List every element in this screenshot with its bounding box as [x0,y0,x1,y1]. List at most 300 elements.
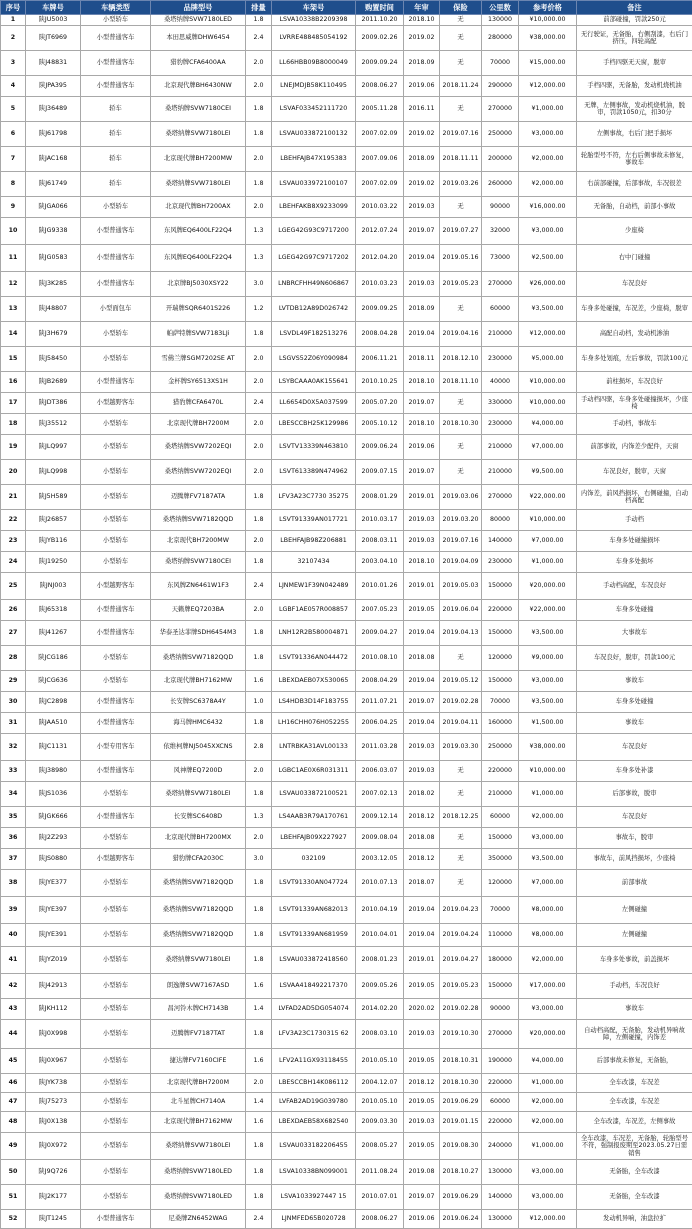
table-row [1,1074,692,1093]
cell-insurance: 无 [440,460,482,485]
cell-plate: 陕J35512 [26,414,81,435]
cell-plate: 陕J65318 [26,600,81,621]
cell-note: 大事故车 [577,621,692,646]
cell-type: 小型轿车 [81,999,151,1020]
cell-type: 小型轿车 [81,197,151,218]
cell-type: 小型普通客车 [81,272,151,297]
table-row [1,974,692,999]
cell-price: ¥3,500.00 [519,621,577,646]
cell-vin: LGEG42G97C9717202 [272,245,356,272]
cell-seq: 18 [1,414,26,435]
cell-plate: 陕J58450 [26,347,81,372]
cell-plate: 陕J48831 [26,51,81,76]
cell-price: ¥1,000.00 [519,97,577,122]
cell-inspection: 2016.11 [404,97,440,122]
cell-displacement: 2.0 [246,828,272,849]
cell-mileage: 140000 [482,1185,519,1210]
cell-type: 小型轿车 [81,460,151,485]
cell-inspection: 2019.07 [404,692,440,713]
table-body [1,15,692,1229]
cell-price: ¥38,000.00 [519,734,577,761]
header-vin: 车架号 [272,1,356,15]
cell-seq: 23 [1,531,26,552]
cell-vin: LBESCCBH25K129986 [272,414,356,435]
cell-seq: 34 [1,782,26,807]
cell-price: ¥17,000.00 [519,974,577,999]
cell-displacement: 1.8 [246,1185,272,1210]
cell-insurance: 无 [440,849,482,870]
cell-purchase-date: 2006.04.25 [356,713,404,734]
cell-vin: LL6654D0X5A037599 [272,393,356,414]
cell-price: ¥20,000.00 [519,1020,577,1049]
table-row [1,218,692,245]
cell-price: ¥26,000.00 [519,272,577,297]
cell-mileage: 150000 [482,828,519,849]
cell-mileage: 270000 [482,272,519,297]
cell-price: ¥3,500.00 [519,297,577,322]
cell-inspection: 2019.04 [404,322,440,347]
cell-vin: LBEHFAJB98Z206881 [272,531,356,552]
cell-mileage: 150000 [482,671,519,692]
cell-price: ¥2,000.00 [519,172,577,197]
cell-insurance: 无 [440,435,482,460]
cell-mileage: 160000 [482,713,519,734]
cell-type: 小型越野客车 [81,849,151,870]
cell-plate: 陕JC2898 [26,692,81,713]
table-row [1,734,692,761]
cell-insurance: 2019.08.30 [440,1133,482,1160]
cell-inspection: 2019.06 [404,1210,440,1229]
cell-displacement: 1.8 [246,15,272,26]
cell-seq: 20 [1,460,26,485]
cell-purchase-date: 2003.04.10 [356,552,404,573]
cell-purchase-date: 2005.10.12 [356,414,404,435]
cell-seq: 47 [1,1093,26,1112]
cell-note: 无备胎，自动档，前部小事故 [577,197,692,218]
cell-plate: 陕J3K285 [26,272,81,297]
cell-insurance: 2018.10.30 [440,1074,482,1093]
cell-model: 长安牌SC6408D [151,807,246,828]
cell-price: ¥8,000.00 [519,897,577,924]
cell-model: 桑塔纳牌SVW7180LED [151,1160,246,1185]
cell-price: ¥3,000.00 [519,671,577,692]
table-row [1,26,692,51]
cell-type: 小型轿车 [81,347,151,372]
table-row [1,322,692,347]
cell-price: ¥10,000.00 [519,393,577,414]
cell-inspection: 2018.10 [404,15,440,26]
cell-seq: 30 [1,692,26,713]
cell-purchase-date: 2011.07.21 [356,692,404,713]
cell-inspection: 2019.07 [404,393,440,414]
cell-type: 小型轿车 [81,828,151,849]
cell-insurance: 无 [440,97,482,122]
cell-insurance: 2019.03.06 [440,485,482,510]
cell-inspection: 2019.06 [404,76,440,97]
cell-mileage: 70000 [482,897,519,924]
cell-type: 小型轿车 [81,485,151,510]
cell-vin: LSYBCAAA0AK155641 [272,372,356,393]
cell-note: 车身多处碰撞 [577,692,692,713]
cell-vin: LJNMFED65B020728 [272,1210,356,1229]
cell-vin: LFV3A23C7730 35275 [272,485,356,510]
cell-price: ¥22,000.00 [519,485,577,510]
cell-vin: LSVTV13339N463810 [272,435,356,460]
cell-type: 小型轿车 [81,510,151,531]
cell-inspection: 2018.12 [404,1074,440,1093]
cell-insurance: 2018.12.10 [440,347,482,372]
cell-seq: 29 [1,671,26,692]
cell-plate: 陕JB2689 [26,372,81,393]
cell-note: 少座椅 [577,218,692,245]
cell-mileage: 270000 [482,1020,519,1049]
cell-insurance: 2019.04.13 [440,621,482,646]
cell-note: 后部事故，脱审 [577,782,692,807]
cell-type: 小型专用客车 [81,734,151,761]
cell-displacement: 2.4 [246,26,272,51]
cell-price: ¥10,000.00 [519,510,577,531]
cell-mileage: 70000 [482,51,519,76]
cell-insurance: 2019.07.16 [440,531,482,552]
cell-seq: 25 [1,573,26,600]
cell-model: 北京牌BJ5030XSY22 [151,272,246,297]
cell-mileage: 110000 [482,924,519,947]
cell-note: 手档四驱无天窗，脱审 [577,51,692,76]
cell-purchase-date: 2004.12.07 [356,1074,404,1093]
cell-purchase-date: 2009.09.24 [356,51,404,76]
cell-seq: 19 [1,435,26,460]
cell-purchase-date: 2006.03.07 [356,761,404,782]
cell-note: 前部碰撞，罚款250元 [577,15,692,26]
cell-plate: 陕JS0880 [26,849,81,870]
cell-insurance: 无 [440,828,482,849]
table-row [1,393,692,414]
cell-type: 小型普通客车 [81,245,151,272]
cell-type: 小型轿车 [81,671,151,692]
cell-note: 车身多处碰撞损坏 [577,531,692,552]
cell-price: ¥7,000.00 [519,435,577,460]
cell-purchase-date: 2008.06.27 [356,76,404,97]
cell-plate: 陕JYE397 [26,897,81,924]
header-insurance: 保险 [440,1,482,15]
cell-mileage: 130000 [482,15,519,26]
cell-purchase-date: 2008.05.27 [356,1133,404,1160]
cell-inspection: 2019.04 [404,713,440,734]
cell-model: 桑塔纳牌SVW7180LEI [151,947,246,974]
cell-model: 金杯牌SY6513XS1H [151,372,246,393]
cell-model: 开瑞牌SQR6401S226 [151,297,246,322]
cell-price: ¥4,000.00 [519,414,577,435]
cell-note: 全车改漆，车况差，左侧事故 [577,1112,692,1133]
table-row [1,372,692,393]
cell-price: ¥7,000.00 [519,531,577,552]
cell-price: ¥3,000.00 [519,218,577,245]
cell-plate: 陕JT6969 [26,26,81,51]
cell-vin: LSVT613389N474962 [272,460,356,485]
table-row [1,552,692,573]
cell-mileage: 220000 [482,1074,519,1093]
cell-type: 小型轿车 [81,1074,151,1093]
table-row [1,646,692,671]
cell-mileage: 290000 [482,76,519,97]
cell-insurance: 无 [440,197,482,218]
cell-purchase-date: 2003.12.05 [356,849,404,870]
header-seq: 序号 [1,1,26,15]
cell-plate: 陕JLQ997 [26,435,81,460]
cell-price: ¥1,000.00 [519,782,577,807]
cell-insurance: 2019.03.26 [440,172,482,197]
cell-plate: 陕J0X138 [26,1112,81,1133]
cell-plate: 陕JC1131 [26,734,81,761]
cell-type: 小型面包车 [81,297,151,322]
cell-mileage: 40000 [482,372,519,393]
cell-seq: 15 [1,347,26,372]
cell-model: 桑塔纳牌SVW7180CEI [151,97,246,122]
cell-insurance: 无 [440,782,482,807]
cell-vin: LS4HDB3D14F183755 [272,692,356,713]
cell-vin: LVRRE488485054192 [272,26,356,51]
cell-price: ¥8,000.00 [519,924,577,947]
cell-seq: 35 [1,807,26,828]
cell-mileage: 220000 [482,1112,519,1133]
table-row [1,122,692,147]
cell-insurance: 无 [440,26,482,51]
cell-inspection: 2019.02 [404,172,440,197]
cell-purchase-date: 2010.05.10 [356,1093,404,1112]
cell-insurance: 2018.11.24 [440,76,482,97]
table-row [1,897,692,924]
cell-type: 小型轿车 [81,1093,151,1112]
cell-seq: 21 [1,485,26,510]
cell-insurance: 2019.04.11 [440,713,482,734]
cell-plate: 陕JPA395 [26,76,81,97]
cell-type: 小型轿车 [81,924,151,947]
cell-type: 小型轿车 [81,782,151,807]
cell-purchase-date: 2009.02.26 [356,26,404,51]
cell-seq: 2 [1,26,26,51]
cell-inspection: 2018.07 [404,870,440,897]
cell-vin: LBESCCBH14K086112 [272,1074,356,1093]
cell-vin: LBEXDAEB58X682540 [272,1112,356,1133]
cell-purchase-date: 2005.07.20 [356,393,404,414]
cell-model: 北京现代牌BH7200M [151,1074,246,1093]
cell-plate: 陕J26857 [26,510,81,531]
cell-mileage: 210000 [482,460,519,485]
cell-inspection: 2018.09 [404,147,440,172]
table-row [1,531,692,552]
cell-mileage: 220000 [482,761,519,782]
cell-note: 内饰差，前风挡损坏，右侧碰撞，自动档高配 [577,485,692,510]
cell-purchase-date: 2010.07.01 [356,1185,404,1210]
cell-price: ¥3,000.00 [519,1160,577,1185]
table-row [1,1112,692,1133]
cell-plate: 陕JNJ003 [26,573,81,600]
cell-vin: LH16CHH076H052255 [272,713,356,734]
cell-model: 桑塔纳牌SVW7180LEI [151,782,246,807]
cell-insurance: 2019.05.23 [440,974,482,999]
cell-inspection: 2019.03 [404,531,440,552]
cell-model: 捷达牌FV7160CIFE [151,1049,246,1074]
cell-plate: 陕J75273 [26,1093,81,1112]
cell-plate: 陕JLQ998 [26,460,81,485]
cell-inspection: 2018.02 [404,782,440,807]
cell-type: 小型轿车 [81,947,151,974]
cell-inspection: 2019.05 [404,1133,440,1160]
cell-displacement: 3.0 [246,849,272,870]
cell-price: ¥2,000.00 [519,947,577,974]
cell-vin: LVFAD2AD5DG054074 [272,999,356,1020]
cell-note: 车身多处事故，前盖损坏 [577,947,692,974]
cell-displacement: 2.0 [246,414,272,435]
cell-plate: 陕J2Z293 [26,828,81,849]
cell-purchase-date: 2010.05.10 [356,1049,404,1074]
cell-displacement: 1.0 [246,692,272,713]
cell-note: 无牌，左侧事故，发动机烧机油，脱审，罚款1050元，扣30分 [577,97,692,122]
cell-displacement: 1.8 [246,122,272,147]
cell-note: 全车改漆，车况差 [577,1093,692,1112]
cell-mileage: 230000 [482,552,519,573]
table-row [1,272,692,297]
cell-displacement: 1.8 [246,897,272,924]
cell-model: 雪佛兰牌SGM7202SE AT [151,347,246,372]
cell-inspection: 2019.01 [404,485,440,510]
cell-seq: 40 [1,924,26,947]
cell-type: 小型轿车 [81,414,151,435]
table-row [1,924,692,947]
cell-model: 桑塔纳牌SVW7182QQD [151,924,246,947]
cell-plate: 陕JKH112 [26,999,81,1020]
cell-seq: 1 [1,15,26,26]
cell-vin: LFV2A11GX93118455 [272,1049,356,1074]
header-displacement: 排量 [246,1,272,15]
cell-inspection: 2019.07 [404,1185,440,1210]
cell-mileage: 73000 [482,245,519,272]
cell-displacement: 2.4 [246,1210,272,1229]
cell-type: 小型轿车 [81,531,151,552]
cell-insurance: 2019.06.29 [440,1093,482,1112]
cell-plate: 陕J36489 [26,97,81,122]
cell-purchase-date: 2007.02.09 [356,122,404,147]
cell-insurance: 2019.04.24 [440,924,482,947]
cell-mileage: 130000 [482,1160,519,1185]
cell-seq: 33 [1,761,26,782]
cell-seq: 36 [1,828,26,849]
cell-mileage: 60000 [482,297,519,322]
cell-seq: 5 [1,97,26,122]
cell-purchase-date: 2007.05.23 [356,600,404,621]
cell-purchase-date: 2011.03.28 [356,734,404,761]
table-row [1,573,692,600]
cell-vin: LSVA10339274​47 15 [272,1185,356,1210]
cell-inspection: 2018.10 [404,372,440,393]
cell-price: ¥9,000.00 [519,646,577,671]
cell-type: 小型普通客车 [81,218,151,245]
cell-price: ¥1,500.00 [519,713,577,734]
cell-note: 车身多处碰撞 [577,600,692,621]
cell-inspection: 2018.08 [404,828,440,849]
cell-mileage: 270000 [482,485,519,510]
header-mileage: 公里数 [482,1,519,15]
cell-vin: LSVAF033452111720 [272,97,356,122]
cell-vin: LSVT91339AN682013 [272,897,356,924]
cell-seq: 42 [1,974,26,999]
cell-plate: 陕JYZ019 [26,947,81,974]
cell-type: 小型轿车 [81,1112,151,1133]
cell-plate: 陕J61798 [26,122,81,147]
cell-vin: LSVAU03387241856​0 [272,947,356,974]
cell-price: ¥3,000.00 [519,1185,577,1210]
cell-note: 手动档四驱，车身多处碰撞损坏，少座椅 [577,393,692,414]
cell-inspection: 2019.07 [404,460,440,485]
cell-mileage: 190000 [482,1049,519,1074]
cell-purchase-date: 2010.10.25 [356,372,404,393]
header-row [1,1,692,15]
cell-plate: 陕JAA510 [26,713,81,734]
cell-vin: 032109 [272,849,356,870]
cell-seq: 14 [1,322,26,347]
cell-displacement: 1.2 [246,297,272,322]
table-row [1,782,692,807]
cell-purchase-date: 2005.11.28 [356,97,404,122]
cell-vin: LNEJMDJB58K110495 [272,76,356,97]
table-row [1,621,692,646]
cell-plate: 陕JS1036 [26,782,81,807]
cell-mileage: 220000 [482,600,519,621]
cell-mileage: 120000 [482,870,519,897]
cell-purchase-date: 2011.08.24 [356,1160,404,1185]
cell-purchase-date: 2007.09.06 [356,147,404,172]
table-row [1,414,692,435]
cell-insurance: 2018.11.11 [440,147,482,172]
table-row [1,460,692,485]
cell-insurance: 无 [440,297,482,322]
cell-seq: 9 [1,197,26,218]
table-row [1,849,692,870]
table-row [1,761,692,782]
cell-vin: LSVAU033182206455 [272,1133,356,1160]
cell-model: 北京现代牌BH7162MW [151,1112,246,1133]
cell-insurance: 2019.02.28 [440,999,482,1020]
cell-note: 车身多处补漆 [577,761,692,782]
cell-price: ¥7,000.00 [519,870,577,897]
cell-displacement: 1.8 [246,947,272,974]
cell-purchase-date: 2010.03.22 [356,197,404,218]
cell-mileage: 80000 [482,510,519,531]
cell-inspection: 2018.12 [404,807,440,828]
cell-type: 小型轿车 [81,322,151,347]
cell-inspection: 2019.08 [404,1160,440,1185]
cell-insurance: 无 [440,646,482,671]
cell-inspection: 2018.11 [404,347,440,372]
cell-note: 手动档，车况良好 [577,974,692,999]
cell-model: 迈腾牌FV7187ATA [151,485,246,510]
cell-model: 北京现代牌BH7200M [151,414,246,435]
cell-insurance: 2019.05.12 [440,671,482,692]
cell-mileage: 210000 [482,435,519,460]
cell-model: 东风牌ZN6461W1F3 [151,573,246,600]
cell-model: 东风牌EQ6400LF22Q4 [151,218,246,245]
cell-seq: 10 [1,218,26,245]
cell-model: 桑塔纳牌SVW7180LEI [151,122,246,147]
cell-insurance: 无 [440,51,482,76]
cell-price: ¥2,000.00 [519,147,577,172]
cell-displacement: 1.3 [246,807,272,828]
cell-inspection: 2018.12 [404,849,440,870]
cell-insurance: 无 [440,15,482,26]
cell-inspection: 2020.02 [404,999,440,1020]
cell-purchase-date: 2008.04.29 [356,671,404,692]
cell-purchase-date: 2010.01.26 [356,573,404,600]
